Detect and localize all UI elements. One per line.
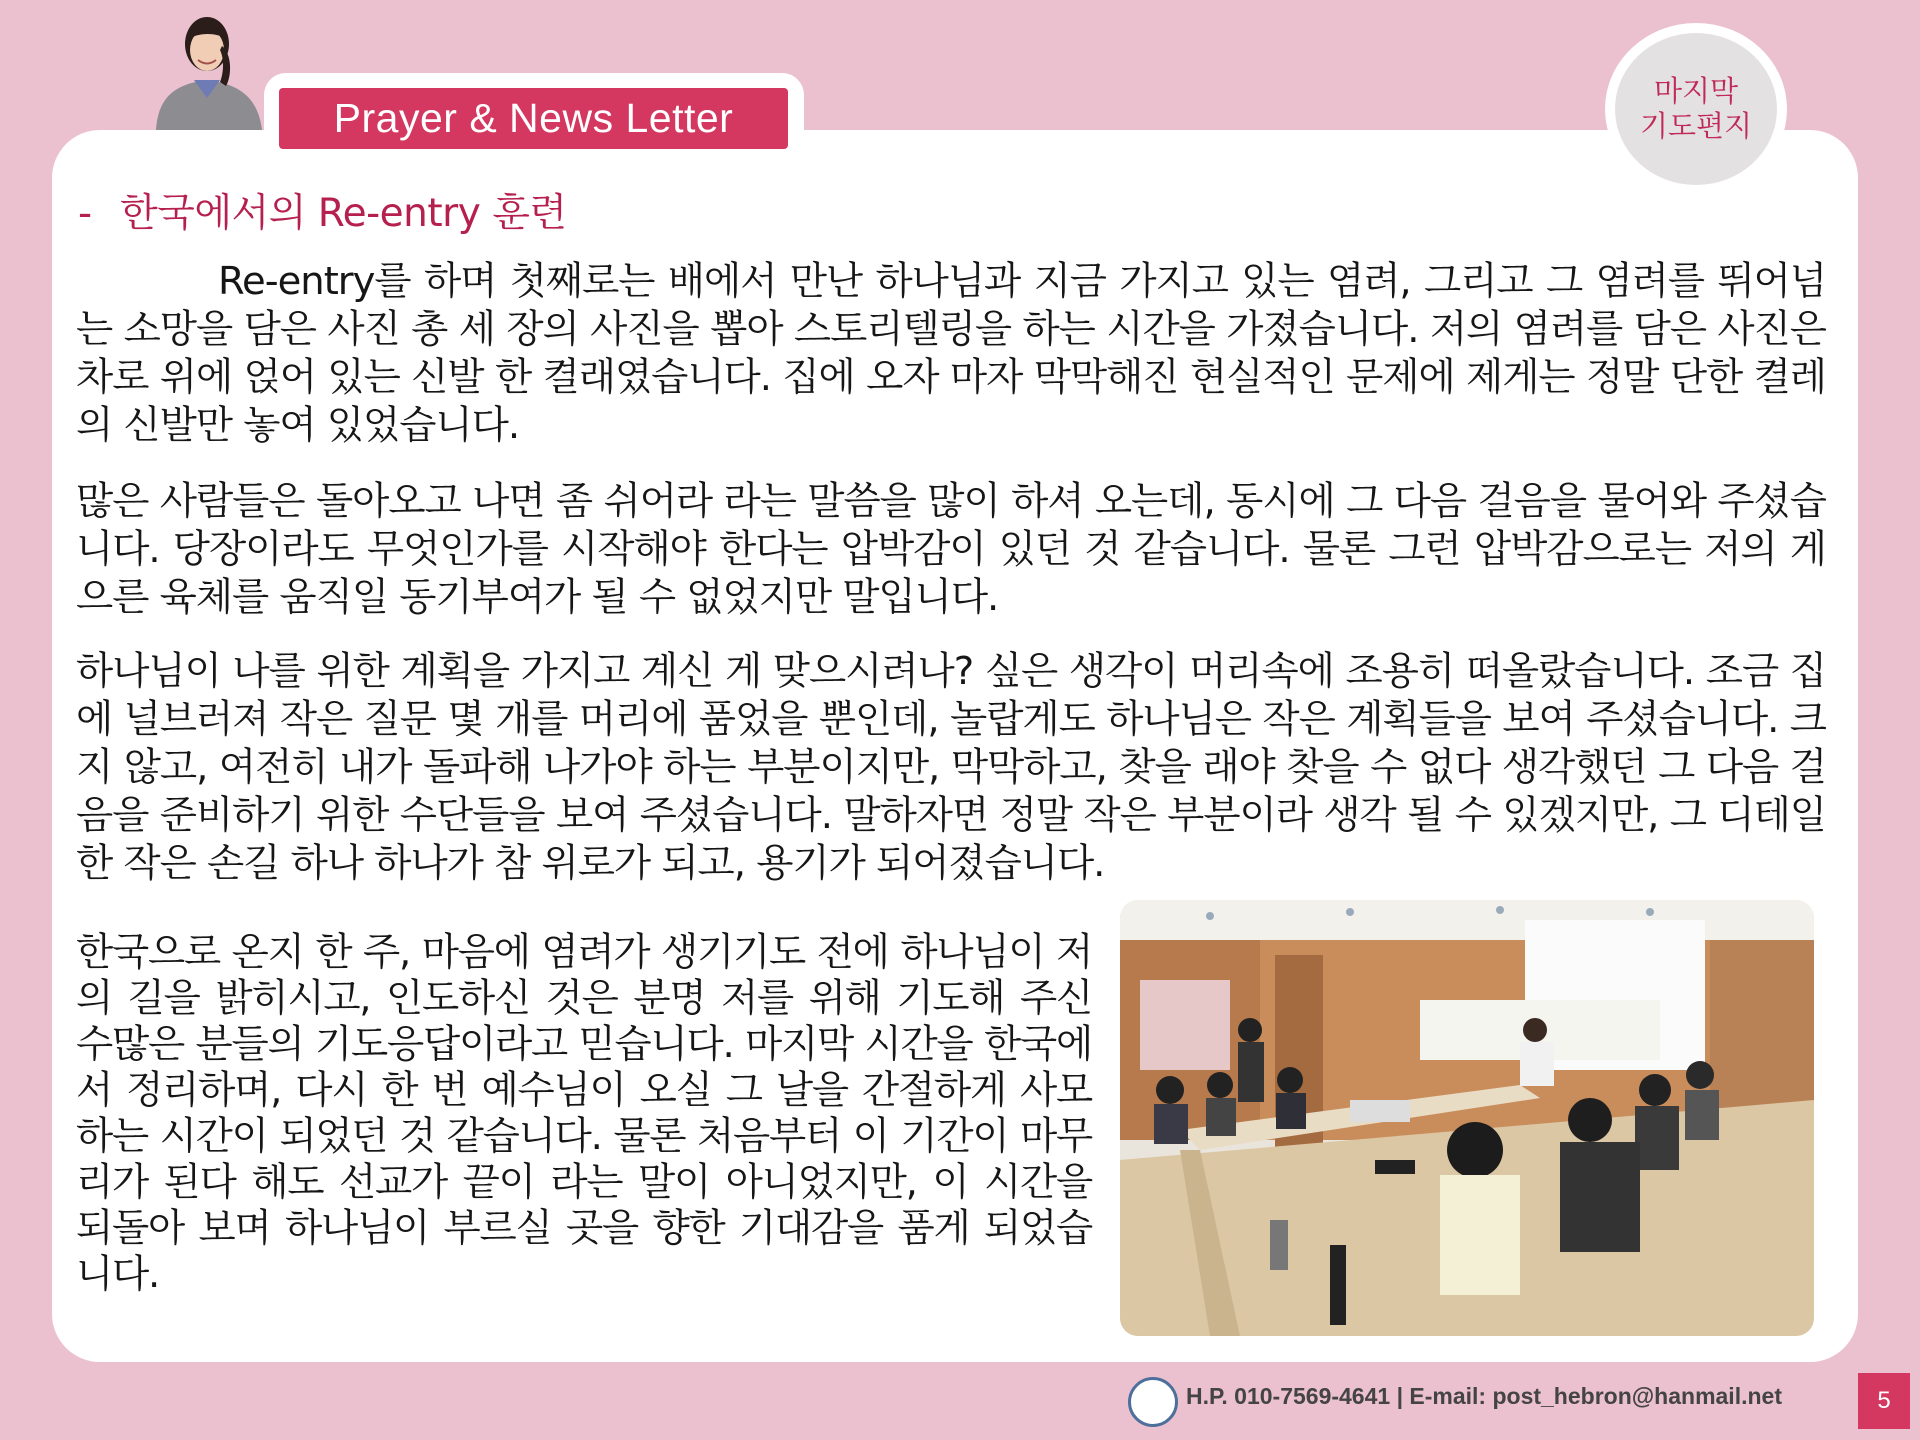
heading-dash: - — [78, 191, 92, 236]
author-portrait — [150, 6, 265, 130]
section-heading — [78, 182, 567, 238]
stamp-line-1: 마지막 — [1653, 74, 1739, 108]
paragraph-3: 하나님이 나를 위한 계획을 가지고 계신 게 맞으시려나? 싶은 생각이 머리속에 조용히 떠올랐습니다. 조금 집에 널브러져 작은 질문 몇 개를 머리에 품었을 뿐인데, 놀랍게도 하나님은 작은 계획들을 보여 주셨습니다. 크지 않고, 여전히 내가 돌파해 나가야 하는 부분이지만, 막막하고, 찾을 래야 찾을 수 없다 생각했던 그 다음 걸음을 준비하기 위한 수단들을 보여 주셨습니다. 말하자면 정말 작은 부분이라 생각 될 수 있겠지만, 그 디테일한 작은 손길 하나 하나가 참 위로가 되고, 용기가 되어졌습니다. — [76, 649, 1826, 886]
footer-contact: H.P. 010-7569-4641 | E-mail: post_hebron@hanmail.net — [1186, 1383, 1782, 1409]
training-photo — [1120, 900, 1814, 1336]
page-number: 5 — [1858, 1373, 1910, 1429]
last-letter-stamp — [1615, 33, 1777, 185]
organization-logo-icon — [1128, 1377, 1178, 1427]
paragraph-1: Re-entry를 하며 첫째로는 배에서 만난 하나님과 지금 가지고 있는 염려, 그리고 그 염려를 뛰어넘는 소망을 담은 사진 총 세 장의 사진을 뽑아 스토리텔링을 하는 시간을 가졌습니다. 저의 염려를 담은 사진은 차로 위에 얹어 있는 신발 한 켤래였습니다. 집에 오자 마자 막막해진 현실적인 문제에 제게는 정말 단한 켤레의 신발만 놓여 있었습니다. — [76, 259, 1826, 448]
stamp-line-2: 기도편지 — [1639, 109, 1753, 143]
newsletter-title: Prayer & News Letter — [279, 88, 788, 149]
paragraph-2: 많은 사람들은 돌아오고 나면 좀 쉬어라 라는 말씀을 많이 하셔 오는데, 동시에 그 다음 걸음을 물어와 주셨습니다. 당장이라도 무엇인가를 시작해야 한다는 압박감이 있던 것 같습니다. 물론 그런 압박감으로는 저의 게으른 육체를 움직일 동기부여가 될 수 없었지만 말입니다. — [76, 479, 1826, 620]
paragraph-4: 한국으로 온지 한 주, 마음에 염려가 생기기도 전에 하나님이 저의 길을 밝히시고, 인도하신 것은 분명 저를 위해 기도해 주신 수많은 분들의 기도응답이라고 믿습니다. 마지막 시간을 한국에서 정리하며, 다시 한 번 예수님이 오실 그 날을 간절하게 사모하는 시간이 되었던 것 같습니다. 물론 처음부터 이 기간이 마무리가 된다 해도 선교가 끝이 라는 말이 아니었지만, 이 시간을 되돌아 보며 하나님이 부르실 곳을 향한 기대감을 품게 되었습니다. — [76, 930, 1092, 1297]
heading-text: 한국에서의 Re-entry 훈련 — [120, 191, 567, 236]
